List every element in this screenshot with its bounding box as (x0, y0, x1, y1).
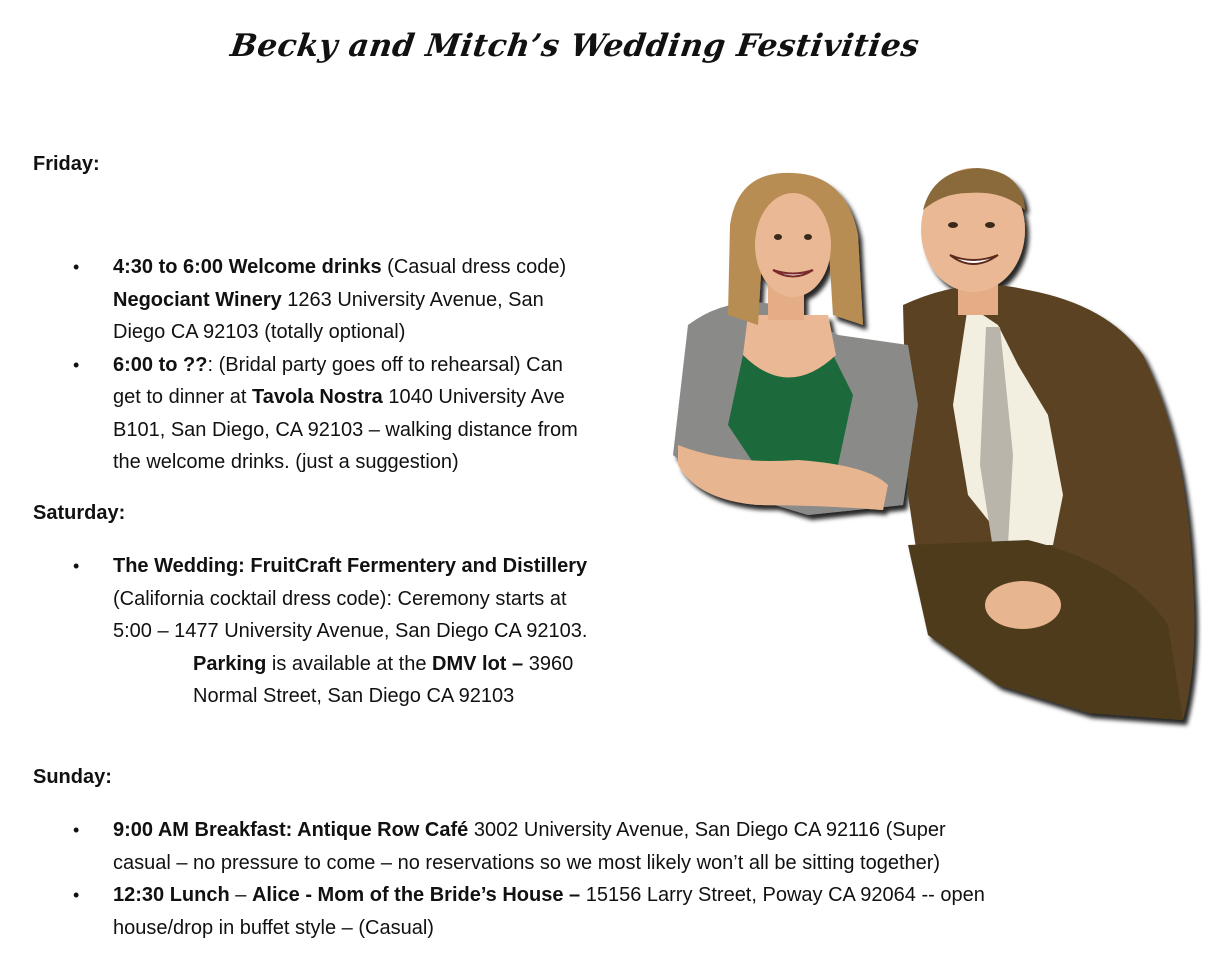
event-text: casual – no pressure to come – no reservations so we most likely won’t all be sitting together) (113, 851, 941, 874)
event-name: The Wedding: FruitCraft Fermentery and Distillery (113, 555, 588, 577)
saturday-list (0, 550, 587, 713)
sunday-heading: Sunday: (33, 766, 112, 788)
groom-hand (985, 581, 1061, 629)
dash: – (229, 884, 252, 906)
parking-label: Parking (193, 652, 267, 675)
venue-address: 1040 University Ave (382, 386, 565, 408)
venue-address-cont: B101, San Diego, CA 92103 – walking distance from (113, 418, 578, 441)
venue-name: Tavola Nostra (251, 386, 383, 408)
friday-list (0, 251, 578, 479)
event-name: Alice - Mom of the Bride’s House – (251, 884, 581, 906)
lot-name: DMV lot – (432, 652, 524, 675)
event-name: 9:00 AM Breakfast: Antique Row Café (113, 819, 469, 841)
venue-name: Negociant Winery (113, 288, 282, 311)
bullet-icon: • (73, 820, 80, 840)
lot-address: 3960 (523, 652, 574, 675)
event-text: 15156 Larry Street, Poway CA 92064 -- open (580, 884, 985, 906)
page-title: Becky and Mitch’s Wedding Festivities (228, 28, 922, 64)
list-item (0, 814, 985, 879)
event-text: get to dinner at (113, 386, 252, 408)
event-text: 5:00 – 1477 University Avenue, San Diego CA 92103. (113, 620, 588, 642)
parking-text: is available at the (266, 652, 433, 675)
bullet-icon: • (73, 354, 80, 375)
list-item (0, 251, 578, 349)
venue-address-cont: Diego CA 92103 (totally optional) (113, 321, 406, 343)
event-time: 12:30 Lunch (113, 884, 230, 906)
list-item (0, 879, 985, 944)
couple-photo (668, 165, 1202, 730)
event-time: 6:00 to ?? (113, 353, 208, 376)
bride-head (755, 193, 831, 297)
event-text: : (Bridal party goes off to rehearsal) Can (207, 353, 563, 376)
sunday-list (0, 814, 985, 944)
lot-address-cont: Normal Street, San Diego CA 92103 (193, 685, 515, 707)
bullet-icon: • (73, 257, 80, 277)
bullet-icon: • (73, 885, 80, 905)
venue-address: 1263 University Avenue, San (281, 288, 544, 311)
event-time: 4:30 to 6:00 Welcome drinks (113, 256, 382, 278)
list-item (0, 550, 587, 713)
event-text: 3002 University Avenue, San Diego CA 92116 (Super (468, 819, 946, 841)
friday-heading: Friday: (33, 153, 100, 175)
bullet-icon: • (73, 556, 80, 576)
list-item (0, 349, 578, 479)
event-text: (California cocktail dress code): Ceremony starts at (113, 587, 567, 610)
event-note: the welcome drinks. (just a suggestion) (113, 451, 459, 473)
dress-code: (Casual dress code) (381, 256, 567, 278)
saturday-heading: Saturday: (33, 502, 126, 524)
parking-info (113, 648, 587, 713)
event-text: house/drop in buffet style – (Casual) (113, 916, 434, 939)
